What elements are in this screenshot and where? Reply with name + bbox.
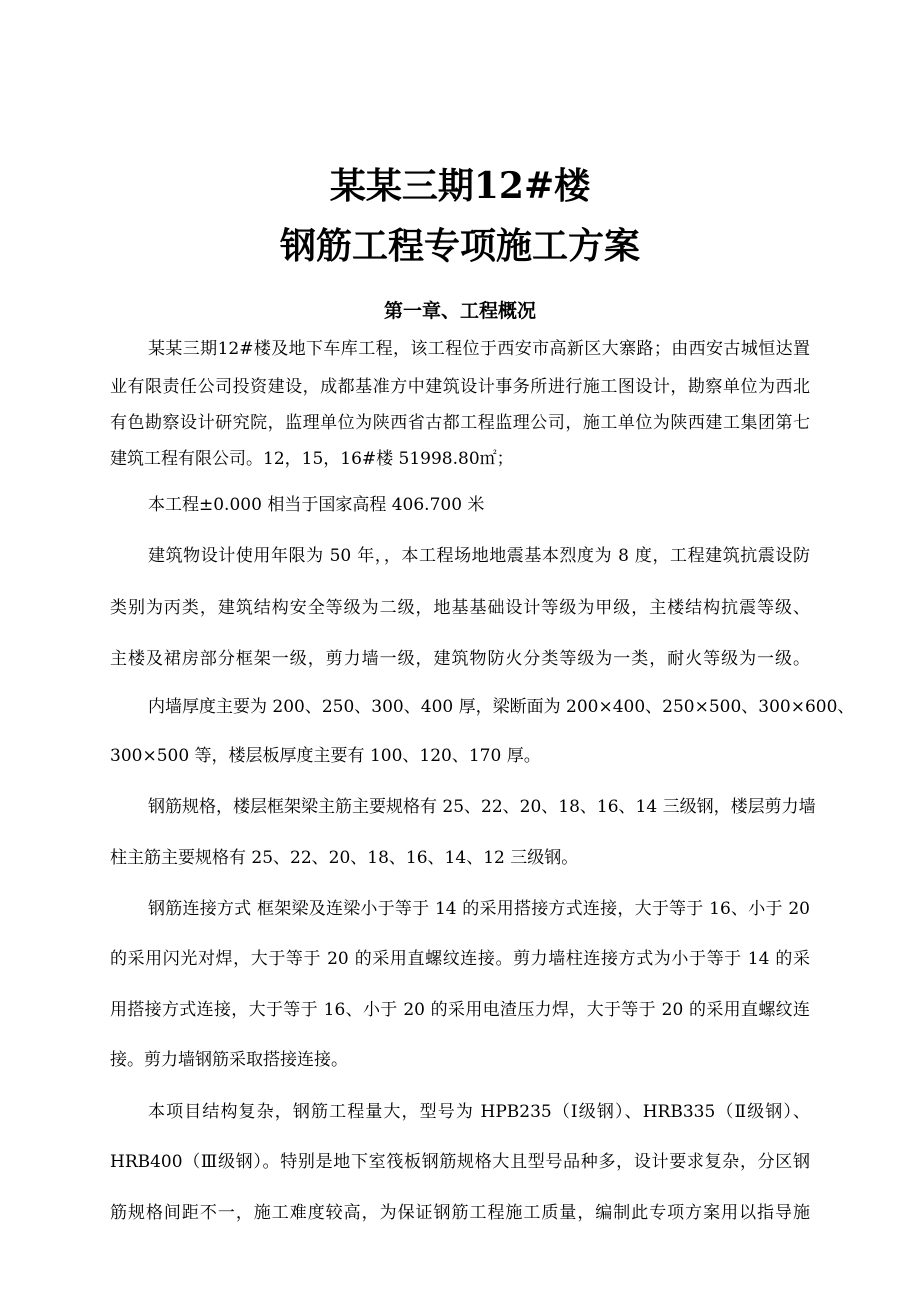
paragraph-line: 用搭接方式连接，大于等于 16、小于 20 的采用电渣压力焊，大于等于 20 的采用直螺纹连 [110, 1000, 810, 1020]
paragraph-line: 本工程±0.000 相当于国家高程 406.700 米 [148, 495, 485, 515]
paragraph-line: 有色勘察设计研究院，监理单位为陕西省古都工程监理公司，施工单位为陕西建工集团第七 [110, 413, 810, 433]
paragraph-line: 钢筋规格，楼层框架梁主筋主要规格有 25、22、20、18、16、14 三级钢，楼层剪力墙 [148, 797, 816, 817]
paragraph-line: 业有限责任公司投资建设，成都基准方中建筑设计事务所进行施工图设计，勘察单位为西北 [110, 377, 810, 397]
paragraph-line: 主楼及裙房部分框架一级，剪力墙一级，建筑物防火分类等级为一类，耐火等级为一级。 [110, 649, 810, 669]
document-title-line-1: 某某三期12#楼 [329, 165, 591, 207]
chapter-heading: 第一章、工程概况 [383, 300, 536, 322]
paragraph-line: 接。剪力墙钢筋采取搭接连接。 [110, 1050, 348, 1070]
paragraph-line: 内墙厚度主要为 200、250、300、400 厚，梁断面为 200×400、250×500、300×600、 [148, 697, 855, 717]
paragraph-line: 钢筋连接方式 框架梁及连梁小于等于 14 的采用搭接方式连接，大于等于 16、小于 20 [148, 899, 810, 919]
paragraph-line: 筋规格间距不一，施工难度较高，为保证钢筋工程施工质量，编制此专项方案用以指导施 [110, 1203, 810, 1223]
paragraph-line: 300×500 等，楼层板厚度主要有 100、120、170 厚。 [110, 746, 541, 766]
paragraph-line: 建筑工程有限公司。12，15，16#楼 51998.80㎡； [110, 449, 514, 469]
paragraph-line: HRB400（Ⅲ级钢）。特别是地下室筏板钢筋规格大且型号品种多，设计要求复杂，分区钢 [110, 1152, 810, 1172]
paragraph-line: 类别为丙类，建筑结构安全等级为二级，地基基础设计等级为甲级，主楼结构抗震等级、 [110, 598, 810, 618]
paragraph-line: 柱主筋主要规格有 25、22、20、18、16、14、12 三级钢。 [110, 848, 579, 868]
document-title-line-2: 钢筋工程专项施工方案 [279, 225, 640, 267]
paragraph-line: 的采用闪光对焊，大于等于 20 的采用直螺纹连接。剪力墙柱连接方式为小于等于 14 的采 [110, 949, 810, 969]
paragraph-line: 本项目结构复杂，钢筋工程量大，型号为 HPB235（Ⅰ级钢）、HRB335（Ⅱ级钢）、 [148, 1102, 810, 1122]
paragraph-line: 某某三期12#楼及地下车库工程，该工程位于西安市高新区大寨路；由西安古城恒达置 [148, 339, 810, 359]
paragraph-line: 建筑物设计使用年限为 50 年，，本工程场地地震基本烈度为 8 度，工程建筑抗震设防 [148, 546, 810, 566]
